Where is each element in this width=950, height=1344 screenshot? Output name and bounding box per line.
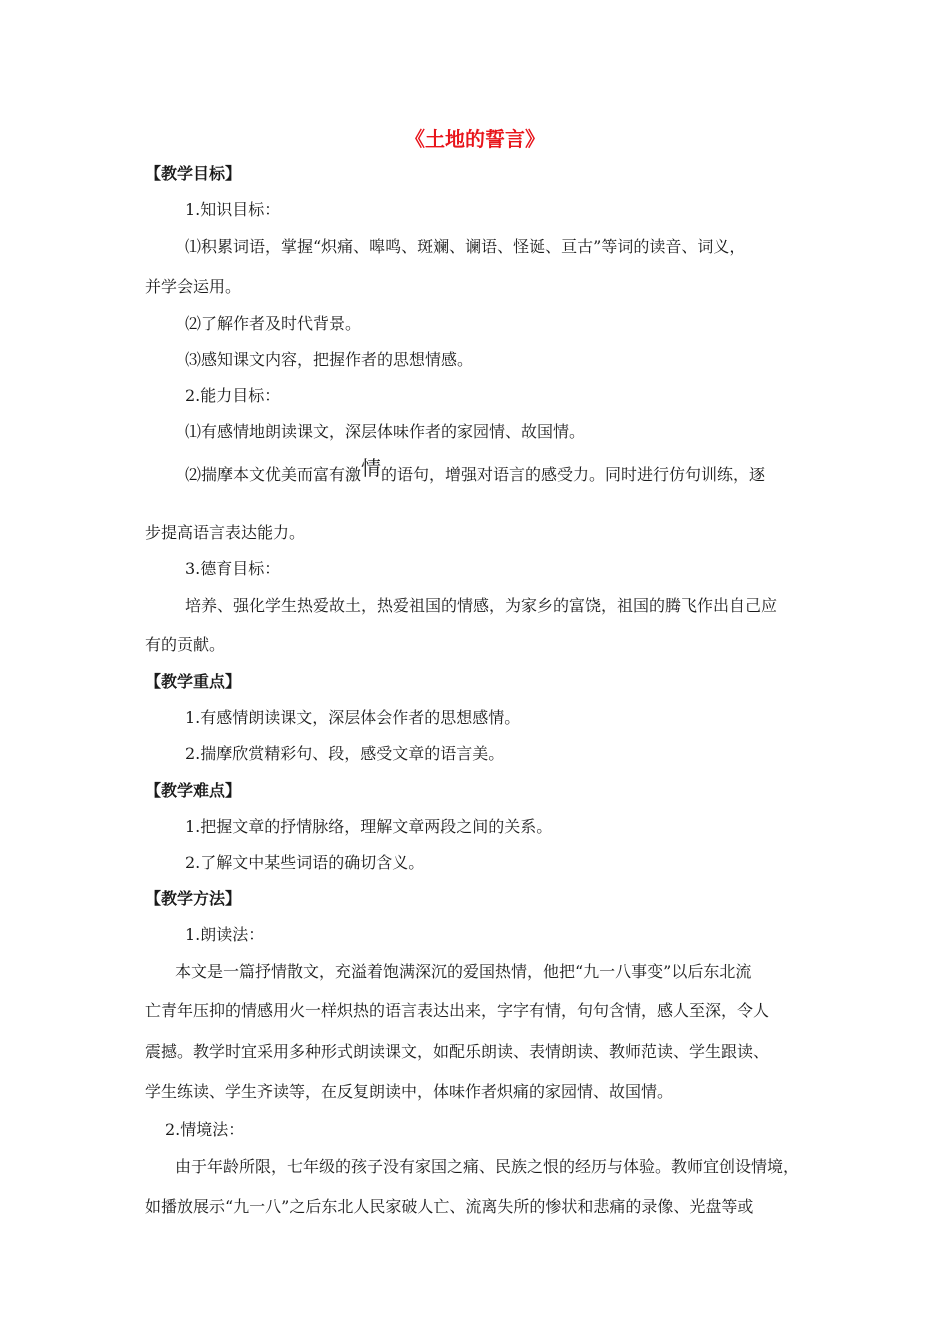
text-line: ⑴有感情地朗读课文，深层体味作者的家园情、故国情。 (185, 422, 586, 441)
text-line: ⑶感知课文内容，把握作者的思想情感。 (185, 350, 474, 369)
text-line: ⑴积累词语，掌握“炽痛、嗥鸣、斑斓、谰语、怪诞、亘古”等词的读音、词义， (185, 237, 746, 256)
text-line: 本文是一篇抒情散文，充溢着饱满深沉的爱国热情，他把“九一八事变”以后东北流 (175, 962, 752, 981)
text-line: 1.把握文章的抒情脉络，理解文章两段之间的关系。 (185, 817, 553, 836)
text-line: 2.情境法： (165, 1120, 245, 1139)
text-line: 1.朗读法： (185, 925, 265, 944)
text-line: 2.了解文中某些词语的确切含义。 (185, 853, 425, 872)
text-segment: 的语句，增强对语言的感受力。同时进行仿句训练，逐 (381, 465, 766, 484)
text-segment-enlarged: 情 (361, 456, 382, 480)
text-line: 有的贡献。 (145, 635, 226, 654)
text-line: 1.知识目标： (185, 200, 281, 219)
text-line: 由于年龄所限，七年级的孩子没有家国之痛、民族之恨的经历与体验。教师宜创设情境， (175, 1157, 800, 1176)
text-line: 2.能力目标： (185, 386, 281, 405)
text-line: ⑵了解作者及时代背景。 (185, 314, 362, 333)
text-line: 3.德育目标： (185, 559, 281, 578)
document-title: 《土地的誓言》 (405, 127, 545, 151)
text-line: 震撼。教学时宜采用多种形式朗读课文，如配乐朗读、表情朗读、教师范读、学生跟读、 (145, 1042, 770, 1061)
text-line: 2.揣摩欣赏精彩句、段，感受文章的语言美。 (185, 744, 505, 763)
text-line: 培养、强化学生热爱故土，热爱祖国的情感，为家乡的富饶，祖国的腾飞作出自己应 (185, 596, 778, 615)
text-line: 并学会运用。 (145, 277, 242, 296)
section-heading-methods: 【教学方法】 (145, 889, 242, 908)
text-line: 1.有感情朗读课文，深层体会作者的思想感情。 (185, 708, 521, 727)
text-line: 亡青年压抑的情感用火一样炽热的语言表达出来，字字有情，句句含情，感人至深，令人 (145, 1001, 770, 1020)
section-heading-objectives: 【教学目标】 (145, 164, 242, 183)
section-heading-difficulties: 【教学难点】 (145, 781, 242, 800)
text-line (185, 456, 766, 485)
text-line: 学生练读、学生齐读等，在反复朗读中，体味作者炽痛的家园情、故国情。 (145, 1082, 674, 1101)
text-line: 如播放展示“九一八”之后东北人民家破人亡、流离失所的惨状和悲痛的录像、光盘等或 (145, 1197, 754, 1216)
text-segment: ⑵揣摩本文优美而富有激 (185, 465, 362, 484)
section-heading-key-points: 【教学重点】 (145, 672, 242, 691)
text-line: 步提高语言表达能力。 (145, 523, 306, 542)
